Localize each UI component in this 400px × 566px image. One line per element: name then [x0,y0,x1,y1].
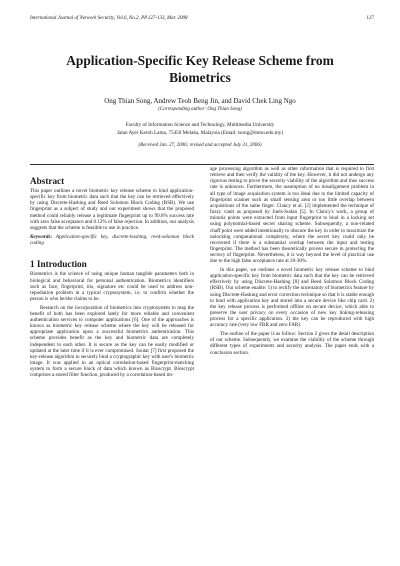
right-paragraph-3: The outline of the paper is as follow: Section 2 gives the detail description of our scheme. Subsequently, we examine the viability of the scheme through different types of experiments and security analysis. The paper ends with a conclusion section. [210,331,374,356]
paper-title [0,52,400,86]
corresponding-author: (Corresponding author: Ong Thian Song) [158,107,242,112]
header-divider [30,164,374,165]
title-line-1: Application-Specific Key Release Scheme from [66,53,334,68]
right-column [210,166,374,358]
title-line-2: Biometrics [169,70,231,85]
journal-citation: International Journal of Network Security, Vol.6, No.2, PP.127-133, Mar. 2008 [30,16,188,21]
abstract-body: This paper outlines a novel biometric key release scheme to bind application-specific key from biometric data such that the key can be retrieved effectively by using Discrete-Hashing and Reed Solomon Block Coding (RSB). We use fingerprint as a subject of study and our experiment shows that the proposed method could reliably release a legitimate fingerprint up to 99.8% success rate with zero false acceptance and 0.12% of false rejection. In addition, our analysis suggests that the scheme is feasible to use in practice. [30,188,194,231]
running-header [30,16,374,26]
received-dates: (Received Jan. 27, 2006; revised and accepted July 31, 2006) [138,143,262,148]
keywords-text: Application-specific key, discrete-hashing, reed-solomon block coding [30,233,195,246]
affiliation [0,121,400,137]
affiliation-line-2: Jalan Ayer Keroh Lama, 75450 Melaka, Malaysia (Email: tsong@mmu.edu.my) [116,130,284,136]
keywords [30,234,194,246]
intro-paragraph-1: Biometrics is the science of using unique human tangible parameters both in biological and behavioral for personal authentication. Biometrics identifiers such as face, fingerprint, iris, signature etc could be used to address non-repudiation problem in a typical cryptosystem, i.e. to confirm whether the person is who he/she claims to be. [30,271,194,303]
introduction-heading: 1 Introduction [30,259,87,270]
keywords-label: Keywords: [30,233,53,240]
page-number: 127 [366,16,374,21]
abstract-heading: Abstract [30,176,65,186]
intro-paragraph-2: Research on the incorporation of biometrics into cryptosystem to reap the benefit of both has been explored lately for more reliable and convenient authentication services to computer applications [6]. One of the approaches is known as biometric key release scheme where the key will be released for appropriate application upon a successful biometrics authentication. This scheme provides benefit as the key and biometric data are completely independent to each other. It is secure as the key can be easily modified or updated at the later time if it is ever compromised. Soutar [7] first proposed the key-release algorithm to securely bind a cryptographic key with user's biometric image. It was applied in an optical correlation-based fingerprint-matching system to form a secure block of data which known as Bioscrypt. Bioscrypt comprises a stored filter function, produced by a correlation-based im- [30,304,194,379]
right-paragraph-2: In this paper, we outlines a novel biometric key release scheme to bind application-specific key from biometric data such that the key can be retrieved effectively by using Discrete-Hashing [8] and Reed Solomon Block Coding (RSB). Our scheme enable: 1) to rectify the uncertainty of biometrics feature by using Discrete-Hashing and error correction technique so that it is stable enough to bind with application key and stored into a secure device like chip card. 2) the key release process is performed offline on secure device, which able to preserve the user privacy on every occasion of new key linking-releasing process for a specific application. 3) the key can be reproduced with high accuracy rate (very low FRR and zero FAR). [210,267,374,329]
affiliation-line-1: Faculty of Information Science and Technology, Multimedia University [125,122,275,128]
right-paragraph-1: age processing algorithm as well as other information that is required to first retrieve and then verify the validity of the key. However, it did not undergo any rigorous testing to prove the security viability of the algorithm and thus success rate is unknown. Furthermore, the assumption of no misalignment problem in all type of image acquisition system is too ideal due to the limited capacity of fingerprint scanner such as small sensing area or too little overlap between acquisitions of the same finger. Clancy et al. [2] implemented the technique of fuzzy vault as proposed by Juels-Sudan [5]. In Clancy's work, a group of minutia points were extracted from input fingerprint to bind in a locking set using polynomial-based secret sharing scheme. Subsequently, a non-related chaff point were added intentionally to obscure the key in order to maximize the unlocking computational complexity, where the secret key could only be recovered if there is a substantial overlap between the input and testing fingerprint. The method has been theoretically proven secure in protecting the secrecy of fingerprint. Nevertheless, it is way beyond the level of practical use due to the high false acceptance rate at 20-30%. [210,166,374,265]
author-list: Ong Thian Song, Andrew Teoh Beng Jin, and David Chek Ling Ngo [104,97,296,105]
left-column [30,174,194,381]
